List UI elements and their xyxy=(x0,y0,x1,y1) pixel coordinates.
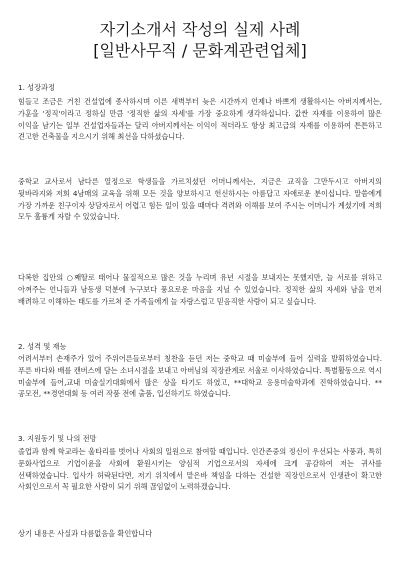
paragraph-mother: 중학교 교사로서 남다른 열정으로 학생들을 가르치셨던 어머니께서는, 지금은 교직을 그만두시고 아버지의 뒷바라지와 저희 4남매의 교육을 위해 모든 것을 양보하시고 헌신하시는 아름답고 자애로운 분이십니다. 말씀에게 가장 가까운 친구이자 상담자로서 어렵고 힘든 일이 있을 때마다 격려와 이해를 보여 주시는 어머니가 계셨기에 저희 모두 훌륭게 자랄 수 있었습니다. xyxy=(18,177,382,222)
paragraph-family: 다복한 집안의 ○째딸로 태어나 물질적으로 많은 것을 누리며 유년 시절을 보내지는 못했지만, 늘 서로를 위하고 아껴주는 언니들과 남동생 덕분에 누구보다 풍요로운 마음을 지닐 수 있었습니다. 정직한 삶의 자세와 남을 먼저 배려하고 이해하는 태도를 가르쳐 준 가족들에게 늘 자랑스럽고 믿음직한 사람이 되고 싶습니다. xyxy=(18,273,382,306)
paragraph-father: 힘들고 조금은 거친 건설업에 종사하시며 이른 새벽부터 늦은 시간까지 언제나 바쁘게 생활하시는 아버지께서는, 가훈을 '정직'이라고 정하실 만큼 '정직한 삶의 자세'를 가장 중요하게 생각하십니다. 값싼 자재를 이용하여 많은 이익을 남기는 일부 건설업자들과는 달리 아버지께서는 이익이 적더라도 항상 최고급의 자재를 이용하여 튼튼하고 견고한 건축물을 지으시기 위해 최선을 다하셨습니다. xyxy=(18,97,382,142)
paragraph-talent: 어려서부터 손재주가 있어 주위어른들로부터 칭찬을 듣던 저는 중학교 때 미술부에 들어 실력을 발휘하였습니다. 푸른 바다와 배를 캔버스에 담는 소녀시절을 보내고 아버님의 직장관계로 서울로 이사하였습니다. 특별활동으로 역시 미술부에 들어,교내 미술실기대회에서 많은 상을 타기도 하였고, **대학교 응용미술학과에 진학하였습니다. **공모전, **경연대회 등 여러 작품 전에 출품, 입선하기도 하였습니다. xyxy=(18,354,382,399)
closing-statement: 상기 내용은 사실과 다름없음을 확인합니다 xyxy=(18,529,153,538)
document-title: 자기소개서 작성의 실제 사례 xyxy=(99,20,301,39)
section-heading-motivation: 3. 지원동기 및 나의 전망 xyxy=(18,434,97,443)
document-subtitle: [일반사무직 / 문화계관련업체] xyxy=(93,41,307,60)
paragraph-motivation: 졸업과 함께 학교라는 울타리를 벗어나 사회의 일원으로 참여할 때입니다. 인간존중의 정신이 우선되는 사풍과, 특히 문화사업으로 기업이윤을 사회에 환원시키는 양심적 기업으로서의 자세에 크게 공감하여 저는 귀사를 선택하였습니다. 입사가 허락된다면, 저기 위치에서 맡은바 책임을 다하는 건설한 직장인으로서 인생관이 확고한 사회인으로서 꼭 필요한 사람이 되기 위해 끊임없이 노력하겠습니다. xyxy=(18,447,382,492)
section-heading-growth: 1. 성장과정 xyxy=(18,83,55,92)
section-heading-personality: 2. 성격 및 재능 xyxy=(18,342,67,351)
